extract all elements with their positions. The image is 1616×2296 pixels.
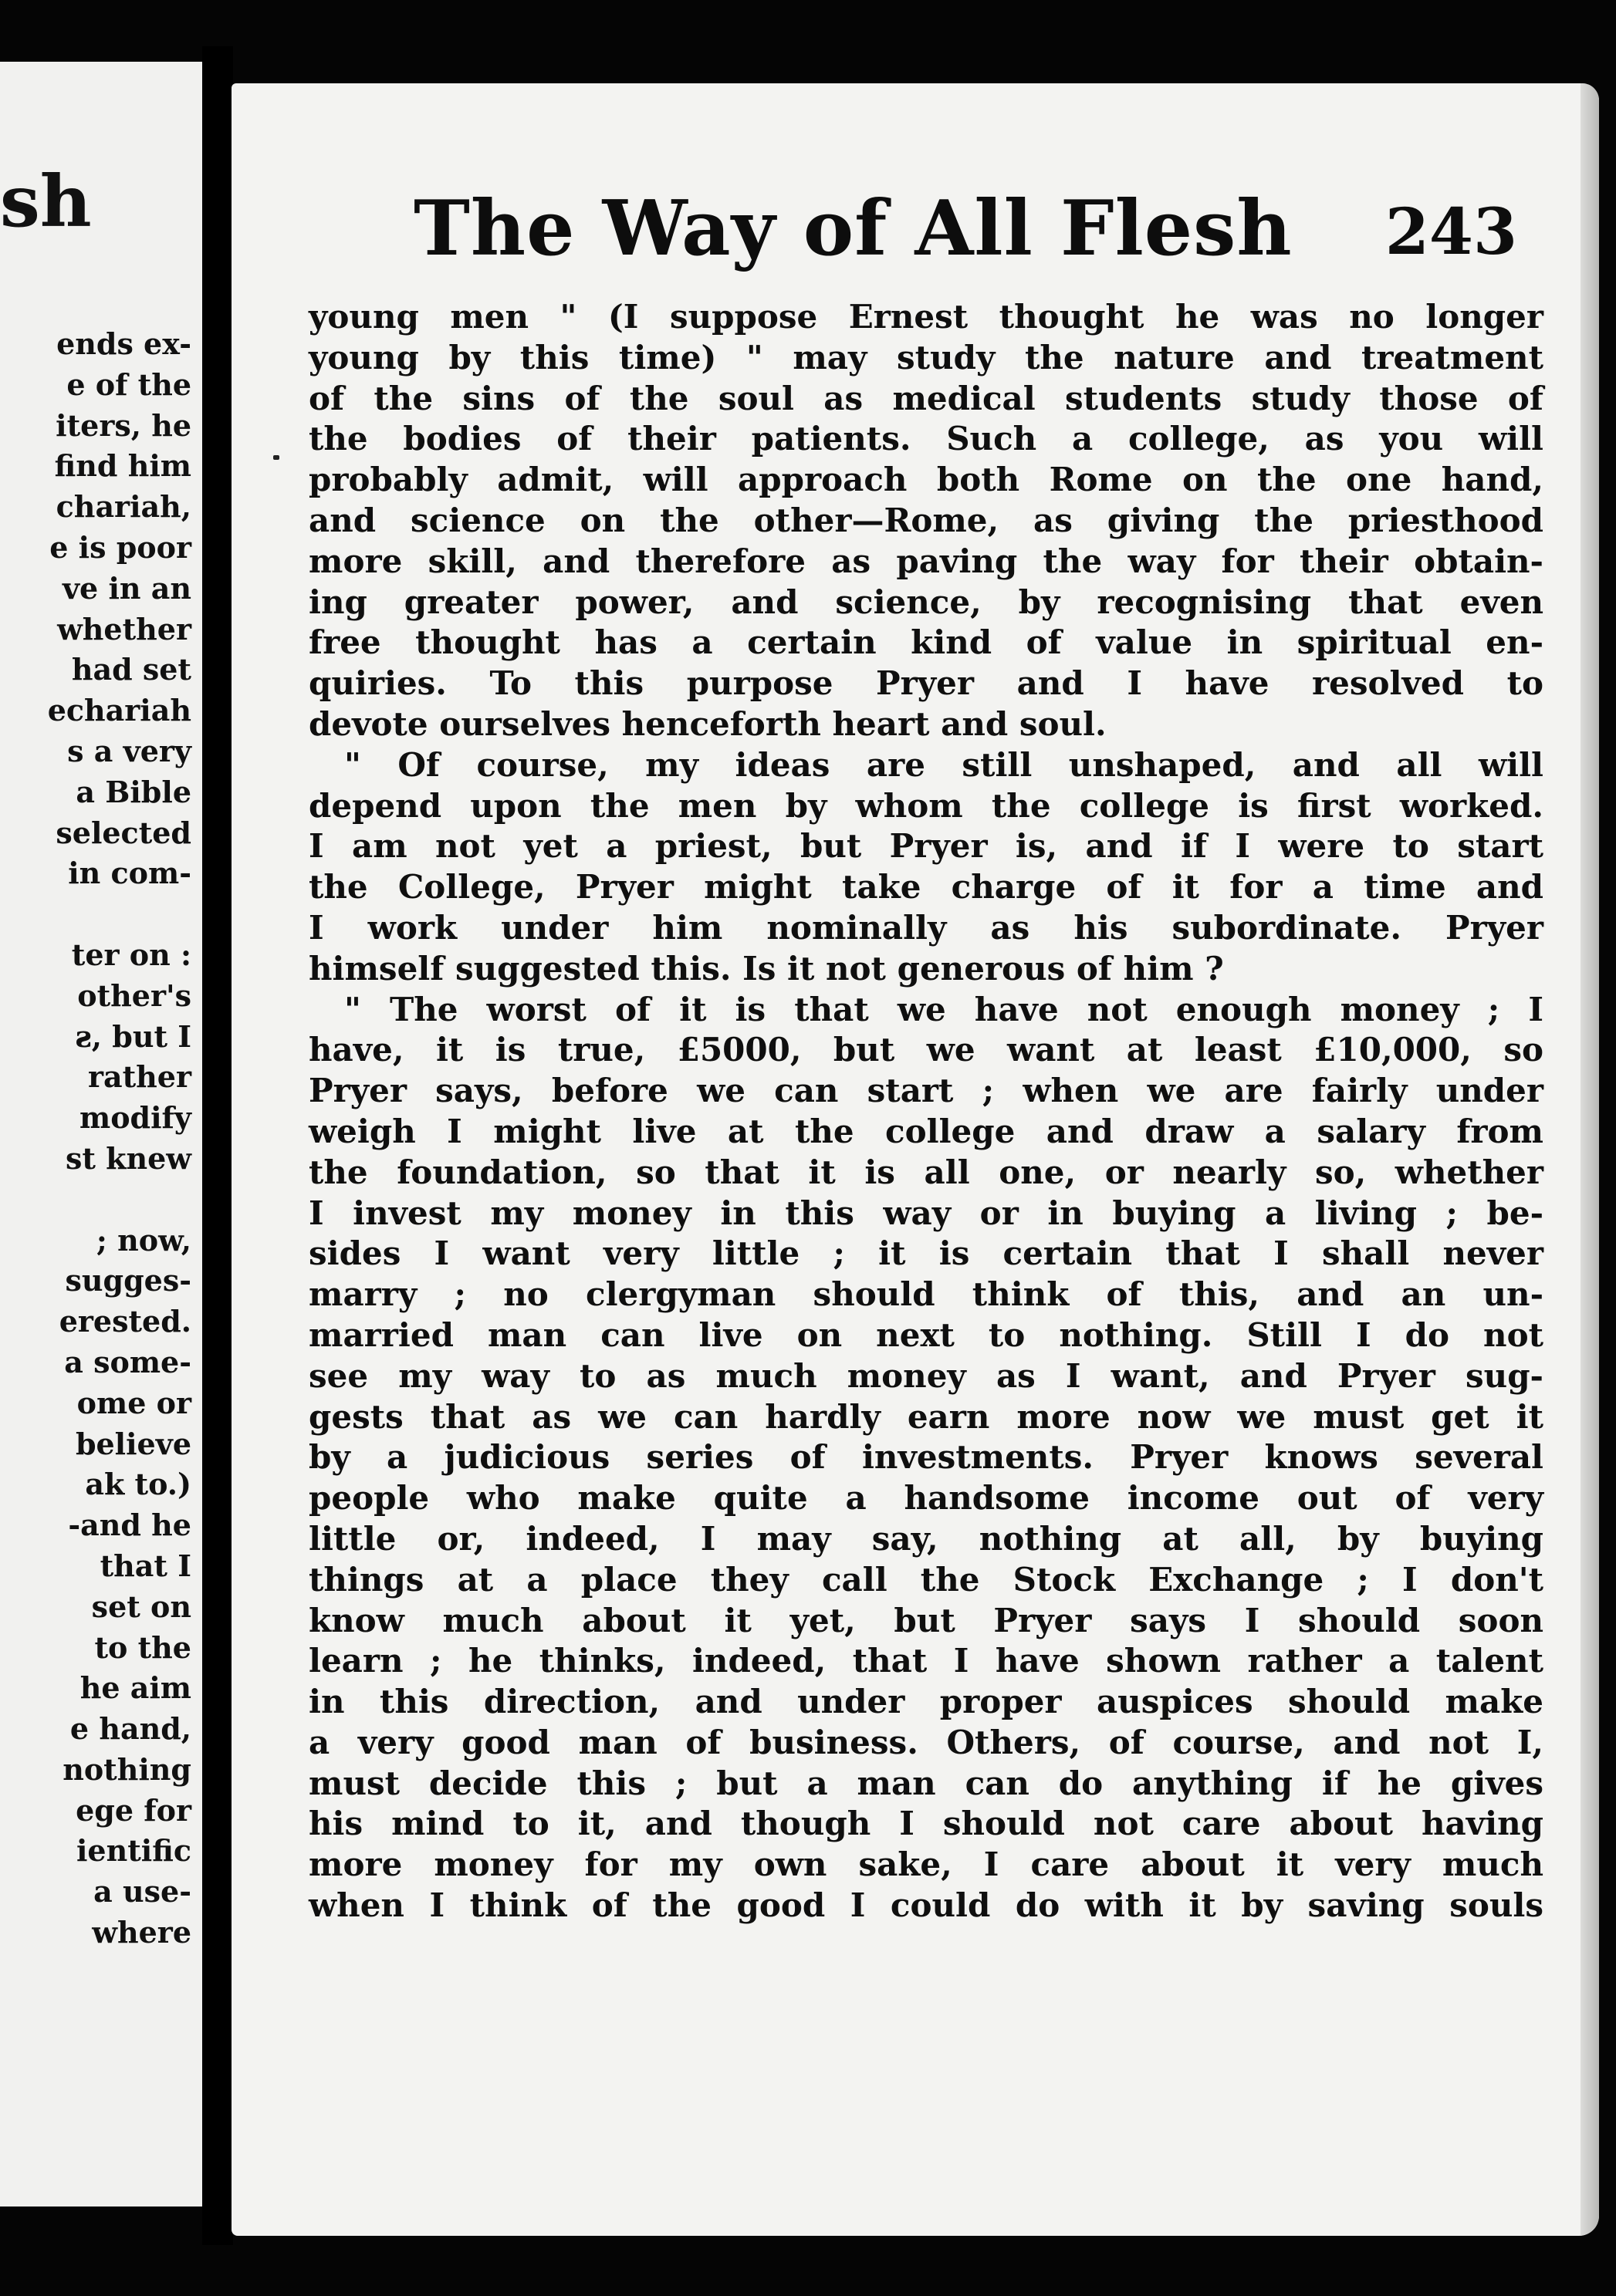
text-line: " The worst of it is that we have not enough money ; I	[344, 990, 1543, 1028]
text-line: when I think of the good I could do with it by saving souls	[309, 1886, 1543, 1925]
text-line: depend upon the men by whom the college is first worked.	[309, 786, 1543, 825]
text-line: by a judicious series of investments. Pryer knows several	[309, 1438, 1543, 1477]
text-line: have, it is true, £5000, but we want at least £10,000, so	[309, 1031, 1543, 1069]
facing-page-line-fragment: a Bible	[76, 774, 191, 809]
facing-page-line-fragment: modify	[79, 1100, 191, 1136]
facing-page-line-fragment: e hand,	[69, 1711, 191, 1747]
facing-page-line-fragment: find him	[54, 448, 191, 484]
text-line: the bodies of their patients. Such a college, as you will	[309, 420, 1543, 458]
margin-mark	[273, 455, 279, 460]
facing-page-line-fragment: ; now,	[96, 1222, 191, 1258]
facing-page-line-fragment: iters, he	[56, 407, 191, 443]
text-line: I am not yet a priest, but Pryer is, and if I were to start	[309, 827, 1543, 866]
text-line: people who make quite a handsome income out of very	[309, 1479, 1543, 1518]
text-line: Pryer says, before we can start ; when we are fairly under	[309, 1072, 1543, 1110]
facing-page-text-column	[0, 324, 191, 1953]
text-line: marry ; no clergyman should think of this, and an un-	[309, 1275, 1543, 1314]
text-line: I invest my money in this way or in buying a living ; be-	[309, 1194, 1543, 1232]
text-line: his mind to it, and though I should not care about having	[309, 1805, 1543, 1843]
text-line: and science on the other—Rome, as giving the priesthood	[309, 501, 1543, 539]
text-line: weigh I might live at the college and draw a salary from	[309, 1112, 1543, 1150]
text-line: ing greater power, and science, by recognising that even	[309, 582, 1543, 621]
text-line: probably admit, will approach both Rome on the one hand,	[309, 461, 1543, 499]
page-number: 243	[1384, 195, 1517, 269]
facing-page-line-fragment: s a very	[67, 733, 191, 768]
text-line: himself suggested this. Is it not generous of him ?	[309, 949, 1224, 988]
text-line: the College, Pryer might take charge of it for a time and	[309, 868, 1543, 907]
text-line: gests that as we can hardly earn more now we must get it	[309, 1397, 1543, 1436]
text-line: I work under him nominally as his subordinate. Pryer	[309, 908, 1543, 947]
text-line: of the sins of the soul as medical students study those of	[309, 379, 1543, 417]
book-page	[232, 83, 1599, 2236]
facing-page-line-fragment: believe	[75, 1426, 191, 1461]
text-line: more money for my own sake, I care about it very much	[309, 1845, 1543, 1884]
facing-page-line-fragment: e is poor	[49, 529, 191, 565]
facing-page-line-fragment: ak to.)	[85, 1467, 191, 1502]
facing-page-line-fragment: e of the	[66, 366, 191, 402]
text-line: little or, indeed, I may say, nothing at all, by buying	[309, 1519, 1543, 1558]
facing-page-header-fragment: sh	[0, 160, 92, 243]
facing-page-line-fragment: ƨ, but I	[75, 1018, 191, 1054]
facing-page-line-fragment: chariah,	[56, 489, 191, 525]
facing-page-line-fragment: where	[92, 1915, 191, 1950]
body-text	[309, 297, 1543, 1926]
facing-page-line-fragment: rather	[87, 1059, 191, 1095]
facing-page-line-fragment: set on	[91, 1589, 191, 1624]
text-line: free thought has a certain kind of value in spiritual en-	[309, 623, 1543, 662]
facing-page-line-fragment: that I	[100, 1548, 191, 1583]
facing-page-line-fragment: he aim	[79, 1670, 191, 1706]
facing-page-line-fragment: to the	[94, 1629, 191, 1665]
text-line: " Of course, my ideas are still unshaped, and all will	[344, 745, 1543, 784]
facing-page-fragment	[0, 62, 202, 2207]
facing-page-line-fragment: st knew	[65, 1140, 191, 1176]
page-header	[414, 184, 1517, 284]
text-line: must decide this ; but a man can do anything if he gives	[309, 1764, 1543, 1802]
text-line: devote ourselves henceforth heart and soul.	[309, 704, 1107, 743]
facing-page-line-fragment: whether	[57, 611, 191, 647]
text-line: a very good man of business. Others, of course, and not I,	[309, 1723, 1543, 1761]
facing-page-line-fragment: selected	[56, 815, 191, 850]
facing-page-line-fragment: ends ex-	[56, 326, 191, 361]
facing-page-line-fragment: a some-	[64, 1344, 191, 1379]
binding-gutter	[202, 46, 233, 2245]
facing-page-line-fragment: ter on :	[71, 937, 191, 972]
text-line: things at a place they call the Stock Exchange ; I don't	[309, 1560, 1543, 1599]
facing-page-line-fragment: ve in an	[62, 570, 191, 606]
facing-page-line-fragment: ome or	[76, 1385, 191, 1420]
text-line: the foundation, so that it is all one, or nearly so, whether	[309, 1153, 1543, 1191]
text-line: learn ; he thinks, indeed, that I have shown rather a talent	[309, 1642, 1543, 1680]
text-line: young men " (I suppose Ernest thought he was no longer	[309, 298, 1543, 336]
facing-page-line-fragment: a use-	[93, 1874, 191, 1909]
running-title: The Way of All Flesh	[414, 184, 1293, 273]
text-line: young by this time) " may study the nature and treatment	[309, 338, 1543, 376]
facing-page-line-fragment: sugges-	[65, 1263, 191, 1298]
text-line: see my way to as much money as I want, and Pryer sug-	[309, 1356, 1543, 1395]
facing-page-line-fragment: ientific	[76, 1833, 191, 1869]
facing-page-line-fragment: echariah	[47, 693, 191, 728]
facing-page-line-fragment	[0, 1180, 191, 1221]
facing-page-line-fragment: -and he	[68, 1508, 191, 1543]
text-line: quiries. To this purpose Pryer and I have resolved to	[309, 664, 1543, 703]
facing-page-line-fragment: nothing	[63, 1751, 191, 1787]
text-line: know much about it yet, but Pryer says I should soon	[309, 1601, 1543, 1639]
facing-page-line-fragment: in com-	[68, 856, 191, 891]
text-line: in this direction, and under proper auspices should make	[309, 1683, 1543, 1721]
facing-page-line-fragment: ege for	[76, 1792, 191, 1828]
facing-page-line-fragment: had set	[71, 652, 191, 687]
facing-page-line-fragment: erested.	[59, 1304, 191, 1339]
page-edge	[1581, 83, 1599, 2236]
facing-page-line-fragment	[0, 894, 191, 935]
text-line: sides I want very little ; it is certain that I shall never	[309, 1234, 1543, 1273]
text-line: more skill, and therefore as paving the way for their obtain-	[309, 542, 1543, 580]
text-line: married man can live on next to nothing. Still I do not	[309, 1315, 1543, 1354]
facing-page-line-fragment: other's	[77, 977, 191, 1013]
